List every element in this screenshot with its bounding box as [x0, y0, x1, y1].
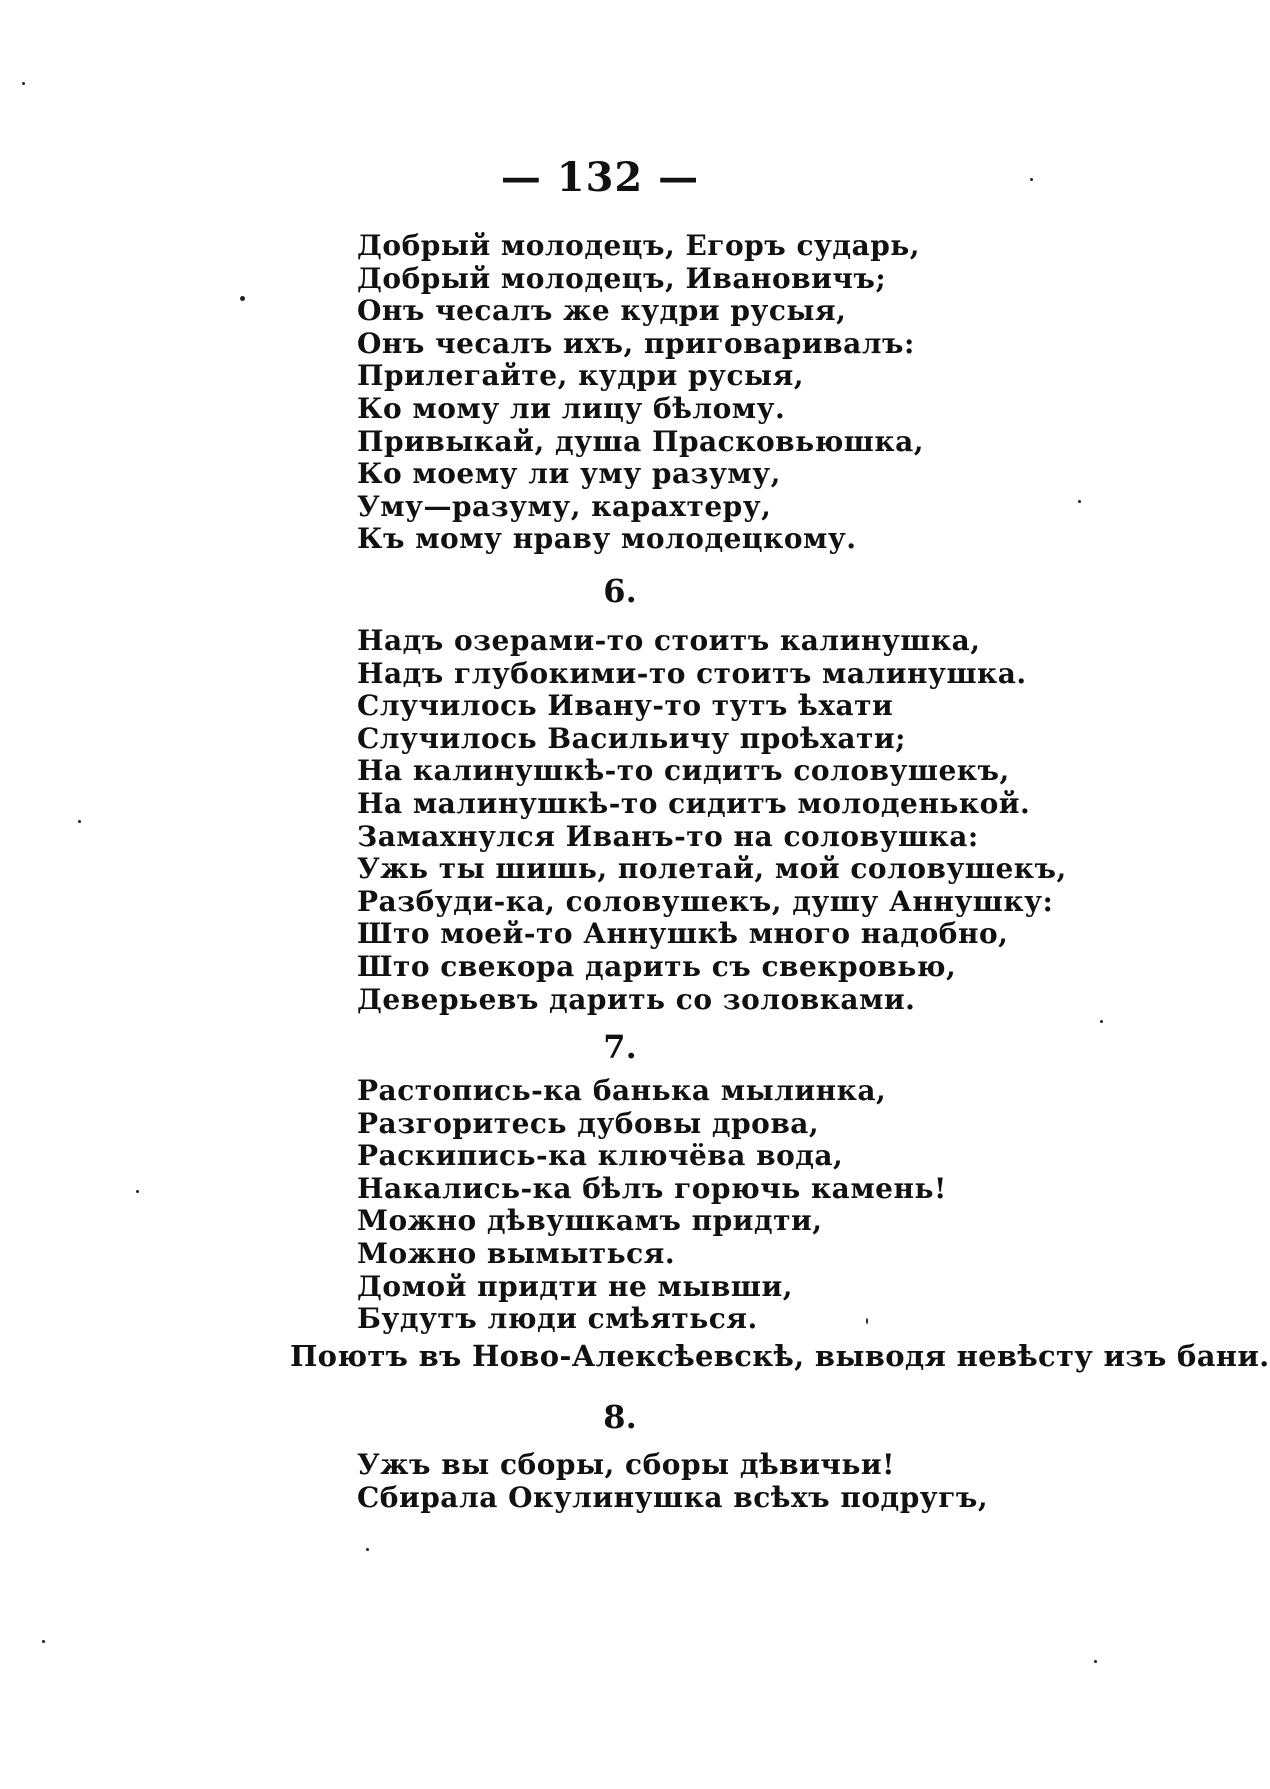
verse-line: Ужъ вы сборы, сборы дѣвичьи! — [357, 1448, 895, 1481]
verse-line: Добрый молодецъ, Егоръ сударь, — [357, 229, 921, 262]
verse-line: Будутъ люди смѣяться. — [357, 1302, 758, 1336]
scan-speck — [240, 296, 245, 301]
section-heading-7: 7. — [603, 1028, 637, 1066]
verse-line: Сбирала Окулинушка всѣхъ подругъ, — [357, 1480, 989, 1514]
scan-speck — [22, 82, 25, 85]
verse-line: Привыкай, душа Прасковьюшка, — [357, 424, 924, 458]
verse-line: Можно дѣвушкамъ придти, — [357, 1204, 823, 1238]
section-heading-6: 6. — [603, 572, 637, 610]
verse-line: Домой придти не мывши, — [357, 1269, 793, 1303]
scan-speck — [1094, 1660, 1097, 1663]
verse-line: На малинушкѣ-то сидитъ молоденькой. — [357, 786, 1031, 820]
scan-speck — [78, 820, 81, 823]
scan-speck — [42, 1640, 45, 1643]
scan-speck — [1078, 500, 1081, 503]
verse-line: Добрый молодецъ, Ивановичъ; — [357, 261, 887, 295]
performance-note: Поютъ въ Ново-Алексѣевскѣ, выводя невѣсту изъ бани. — [290, 1339, 1270, 1373]
scan-speck — [866, 1318, 868, 1324]
verse-line: Деверьевъ дарить со золовками. — [357, 982, 916, 1016]
verse-line: Надъ глубокими-то стоитъ малинушка. — [357, 656, 1027, 690]
verse-line: Ко моему ли уму разуму, — [357, 457, 781, 491]
scan-speck — [1100, 1020, 1103, 1023]
verse-line: Можно вымыться. — [357, 1236, 676, 1270]
verse-line: Надъ озерами-то стоитъ калинушка, — [357, 624, 981, 657]
verse-line: Онъ чесалъ же кудри русыя, — [357, 294, 847, 328]
scan-speck — [136, 1190, 139, 1193]
verse-line: Замахнулся Иванъ-то на соловушка: — [357, 819, 979, 853]
stanza-5 — [357, 230, 924, 556]
verse-line: Накались-ка бѣлъ горючь камень! — [357, 1171, 947, 1205]
verse-line: Онъ чесалъ ихъ, приговаривалъ: — [357, 326, 915, 360]
verse-line: Случилось Ивану-то тутъ ѣхати — [357, 689, 894, 723]
verse-line: Разбуди-ка, соловушекъ, душу Аннушку: — [357, 884, 1054, 918]
scan-speck — [366, 1548, 369, 1551]
verse-line: Што моей-то Аннушкѣ много надобно, — [357, 917, 1009, 951]
verse-line: Раскипись-ка ключёва вода, — [357, 1139, 844, 1173]
verse-line: Уму—разуму, карахтеру, — [357, 489, 772, 523]
stanza-7 — [357, 1075, 947, 1336]
verse-line: Ко мому ли лицу бѣлому. — [357, 391, 786, 425]
stanza-6 — [357, 625, 1067, 1016]
stanza-8 — [357, 1449, 988, 1514]
verse-line: На калинушкѣ-то сидитъ соловушекъ, — [357, 754, 1010, 788]
verse-line: Разгоритесь дубовы дрова, — [357, 1106, 820, 1140]
scan-speck — [1030, 178, 1033, 181]
verse-line: Къ мому нраву молодецкому. — [357, 522, 857, 556]
verse-line: Растопись-ка банька мылинка, — [357, 1074, 887, 1107]
page-number: — 132 — — [500, 154, 700, 201]
verse-line: Што свекора дарить съ свекровью, — [357, 949, 957, 983]
section-heading-8: 8. — [603, 1398, 637, 1436]
verse-line: Ужь ты шишь, полетай, мой соловушекъ, — [357, 852, 1067, 886]
verse-line: Прилегайте, кудри русыя, — [357, 359, 805, 393]
verse-line: Случилось Васильичу проѣхати; — [357, 721, 906, 755]
